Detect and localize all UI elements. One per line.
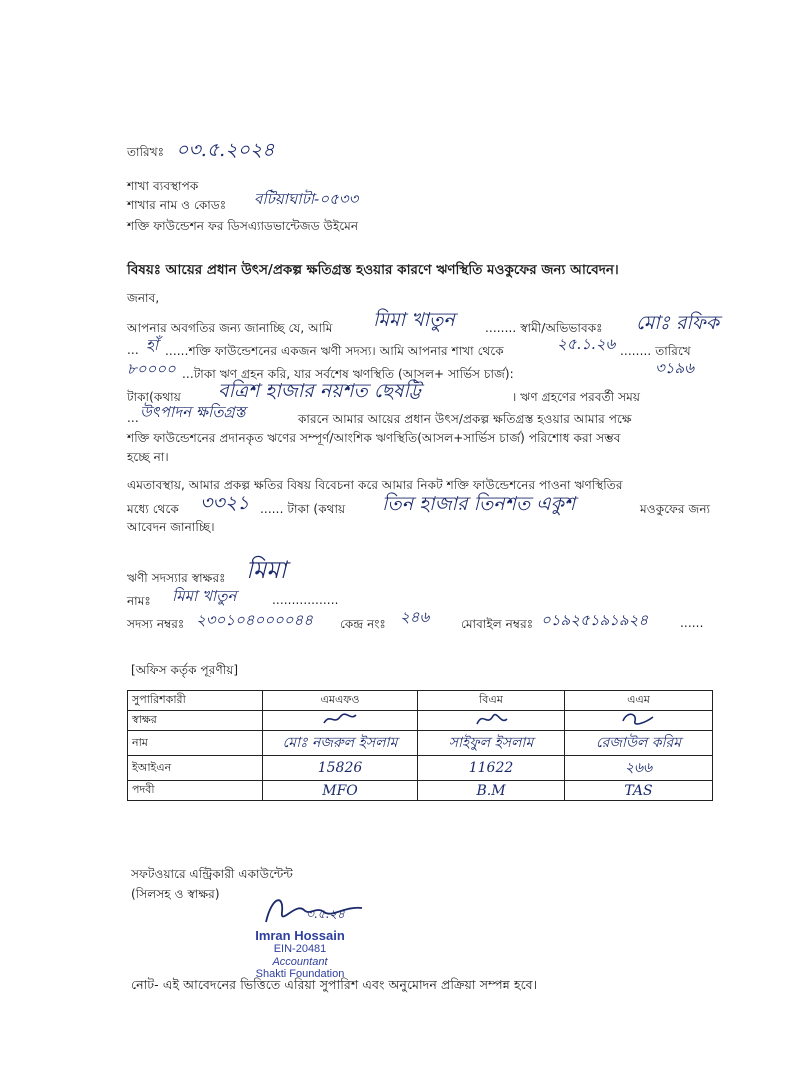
mfo-name: মোঃ নজরুল ইসলাম (282, 735, 398, 751)
branch-value: বটিয়াঘাটা-০৫৩৩ (254, 190, 359, 208)
table-header: সুপারিশকারী (128, 691, 263, 711)
body-text: ........ স্বামী/অভিভাবকঃ (485, 321, 603, 335)
body-text: ...... টাকা (কথায় (260, 502, 346, 516)
recipient-title: শাখা ব্যবস্থাপক (127, 179, 199, 193)
body-text: ...টাকা ঋণ গ্রহন করি, যার সর্বশেষ ঋণস্থিতি (আসল+ সার্ভিস চার্জ): (182, 367, 514, 381)
loan-balance: ৩১৯৬ (655, 359, 694, 377)
body-text: । ঋণ গ্রহণের পরবর্তী সময় (512, 390, 641, 404)
handwritten-signature-icon (619, 711, 659, 727)
body-text: ......শক্তি ফাউন্ডেশনের একজন ঋণী সদস্য। আমি আপনার শাখা থেকে (165, 344, 504, 358)
stamp-organization: Shakti Foundation (255, 968, 345, 980)
mobile-label: মোবাইল নম্বরঃ (461, 617, 534, 631)
table-row (128, 781, 713, 801)
applicant-name: মিমা খাতুন (373, 309, 455, 331)
bm-designation: B.M (476, 782, 506, 799)
row-label: ইআইএন (128, 756, 263, 781)
accountant-title: সফটওয়ারে এন্ট্রিকারী একাউন্টেন্ট (131, 867, 293, 881)
member-name-value: মিমা খাতুন (172, 587, 237, 605)
table-row (128, 711, 713, 731)
table-row (128, 731, 713, 756)
am-name: রেজাউল করিম (595, 735, 682, 751)
body-text: এমতাবস্থায়, আমার প্রকল্প ক্ষতির বিষয় বিবেচনা করে আমার নিকট শক্তি ফাউন্ডেশনের পাওনা ঋণস্থিতির (127, 478, 623, 492)
member-signature-label: ঋণী সদস্যার স্বাক্ষরঃ (127, 571, 226, 585)
salutation: জনাব, (127, 291, 160, 305)
body-text: কারনে আমার আয়ের প্রধান উৎস/প্রকল্প ক্ষতিগ্রস্ত হওয়ার আমার পক্ষে (298, 412, 632, 426)
am-ein: ২৬৬ (624, 760, 653, 776)
row-label: নাম (128, 731, 263, 756)
stamp-ein: EIN-20481 (273, 943, 327, 955)
handwritten-signature-icon (320, 711, 360, 727)
body-text: টাকা(কথায় (127, 390, 181, 404)
branch-label: শাখার নাম ও কোডঃ (127, 198, 227, 212)
body-text: মধ্যে থেকে (127, 502, 179, 516)
table-header: এমএফও (263, 691, 418, 711)
body-text: আপনার অবগতির জন্য জানাচ্ছি যে, আমি (127, 321, 333, 335)
body-text: আবেদন জানাচ্ছি। (127, 520, 215, 534)
organization-name: শক্তি ফাউন্ডেশন ফর ডিসএ্যাডভান্টেজড উইমেন (127, 219, 359, 233)
office-approval-table (127, 690, 713, 801)
waiver-amount: ৩৩২১ (200, 492, 250, 514)
subject-line: বিষয়ঃ আয়ের প্রধান উৎস/প্রকল্প ক্ষতিগ্রস্ত হওয়ার কারণে ঋণস্থিতি মওকুফের জন্য আবেদন। (127, 262, 619, 278)
accountant-seal-note: (সিলসহ ও স্বাক্ষর) (131, 887, 220, 901)
row-label: স্বাক্ষর (128, 711, 263, 731)
signature-cell (565, 711, 713, 731)
loan-amount: ৮০০০০ (127, 360, 176, 378)
signature-cell (263, 711, 418, 731)
body-text: হচ্ছে না। (127, 450, 169, 464)
guardian-name: মোঃ রফিক (636, 312, 720, 334)
member-name-dots: ................. (272, 593, 339, 607)
mfo-ein: 15826 (317, 760, 363, 776)
am-designation: TAS (624, 782, 653, 799)
loan-date: ২৫.১.২৬ (557, 335, 616, 353)
row-label: পদবী (128, 781, 263, 801)
date-value: ০৩.৫.২০২৪ (176, 139, 275, 161)
table-header-row (128, 691, 713, 711)
guardian-fill: হাঁ (146, 336, 159, 354)
waiver-in-words: তিন হাজার তিনশত একুশ (382, 493, 576, 515)
body-text: ........ তারিখে (620, 344, 691, 358)
mobile-dots: ...... (680, 616, 704, 630)
signature-cell (418, 711, 565, 731)
body-text: ... (127, 343, 139, 357)
center-value: ২৪৬ (400, 608, 430, 626)
footer-note: নোট- এই আবেদনের ভিত্তিতে এরিয়া সুপারিশ এবং অনুমোদন প্রক্রিয়া সম্পন্ন হবে। (131, 977, 538, 992)
bm-ein: 11622 (468, 760, 514, 776)
body-text: ... (127, 411, 139, 425)
bm-name: সাইফুল ইসলাম (448, 735, 534, 751)
member-signature: মিমা (246, 556, 287, 584)
member-name-label: নামঃ (127, 594, 151, 608)
mfo-designation: MFO (322, 782, 358, 799)
accountant-sign-date: ৩.৫.২৪ (306, 907, 345, 921)
stamp-role: Accountant (272, 956, 328, 968)
mobile-value: ০১৯২৫১৯১৯২৪ (541, 611, 649, 629)
date-label: তারিখঃ (127, 145, 165, 159)
table-row (128, 756, 713, 781)
damage-reason: উৎপাদন ক্ষতিগ্রস্ত (140, 403, 246, 421)
handwritten-signature-icon (471, 711, 511, 727)
member-no-label: সদস্য নম্বরঃ (127, 617, 185, 631)
table-header: বিএম (418, 691, 565, 711)
balance-in-words: বত্রিশ হাজার নয়শত ছেষট্টি (218, 380, 421, 402)
member-no-value: ২৩০১০৪০০০০৪৪ (196, 611, 313, 629)
center-label: কেন্দ্র নংঃ (340, 617, 386, 631)
stamp-name: Imran Hossain (255, 928, 345, 943)
body-text: শক্তি ফাউন্ডেশনের প্রদানকৃত ঋণের সম্পূর্ণ/আংশিক ঋণস্থিতি(আসল+সার্ভিস চার্জ) পরিশোধ করা সম্ভব (127, 431, 621, 445)
table-header: এএম (565, 691, 713, 711)
body-text: মওকুফের জন্য (640, 502, 711, 516)
office-note: [অফিস কর্তৃক পূরণীয়] (131, 663, 239, 677)
